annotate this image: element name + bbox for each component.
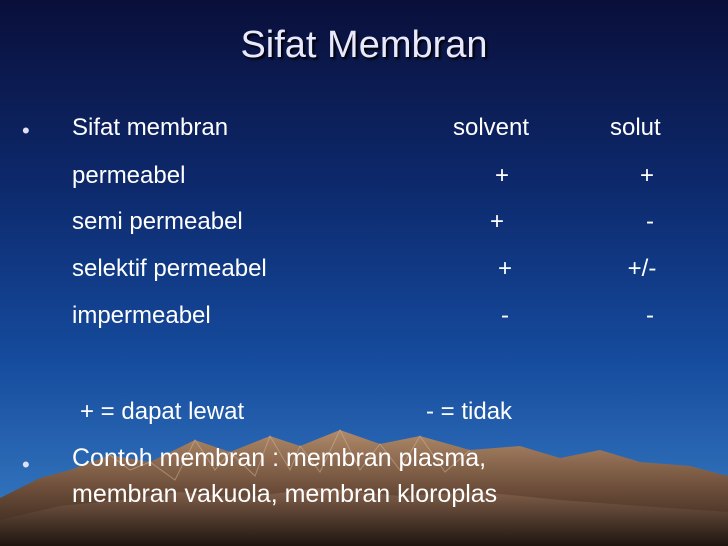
example-line-1: Contoh membran : membran plasma, xyxy=(72,444,487,472)
example-line-2: membran vakuola, membran kloroplas xyxy=(72,480,498,508)
header-property: Sifat membran xyxy=(72,114,229,141)
row-label: permeabel xyxy=(72,162,186,189)
bullet-2: • xyxy=(22,452,30,477)
row-solvent: - xyxy=(501,302,509,329)
header-solvent: solvent xyxy=(453,114,530,141)
legend-plus: + = dapat lewat xyxy=(80,398,245,425)
row-solvent: + xyxy=(497,255,512,282)
slide-title: Sifat Membran xyxy=(240,24,488,66)
row-solut: - xyxy=(646,208,654,235)
row-solvent: + xyxy=(489,208,504,235)
row-solvent: + xyxy=(494,162,509,189)
row-label: selektif permeabel xyxy=(72,255,267,282)
row-label: semi permeabel xyxy=(72,208,243,235)
row-solut: +/- xyxy=(627,255,657,282)
header-solut: solut xyxy=(610,114,661,141)
row-label: impermeabel xyxy=(72,302,211,329)
legend-minus: - = tidak xyxy=(426,398,513,425)
row-solut: - xyxy=(646,302,654,329)
bullet-1: • xyxy=(22,118,30,143)
row-solut: + xyxy=(639,162,654,189)
